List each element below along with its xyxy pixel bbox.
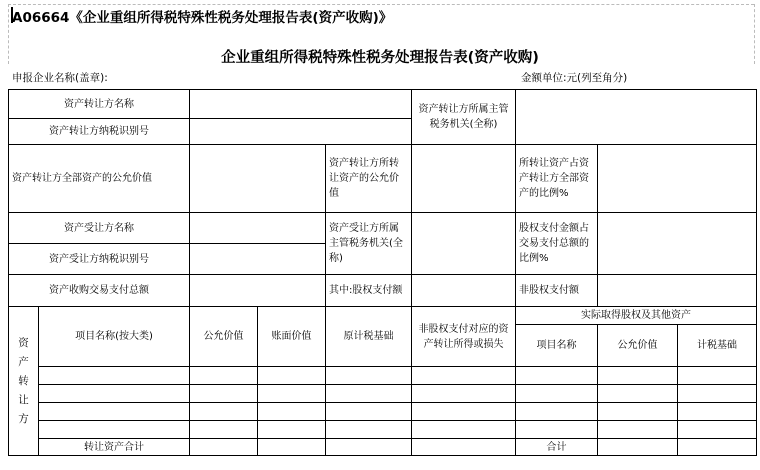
table-cell[interactable] (258, 439, 326, 456)
table-cell[interactable] (678, 367, 757, 385)
table-cell[interactable] (412, 367, 516, 385)
table-cell[interactable] (326, 421, 412, 439)
col-acq-tax-basis: 计税基础 (678, 325, 757, 367)
sheet-code-heading: A06664《企业重组所得税特殊性税务处理报告表(资产收购)》 (12, 10, 393, 26)
table-cell[interactable] (326, 439, 412, 456)
table-cell[interactable] (39, 367, 190, 385)
table-cell[interactable] (516, 403, 598, 421)
acquired-assets-header: 实际取得股权及其他资产 (516, 307, 757, 325)
table-cell[interactable] (190, 385, 258, 403)
transferee-name-label: 资产受让方名称 (9, 213, 190, 244)
equity-payment-field[interactable] (412, 275, 516, 307)
transferor-tax-authority-label: 资产转让方所属主管税务机关(全称) (412, 90, 516, 145)
table-cell[interactable] (412, 421, 516, 439)
table-cell[interactable] (598, 385, 678, 403)
table-cell[interactable] (39, 385, 190, 403)
col-orig-tax-basis: 原计税基础 (326, 307, 412, 367)
table-cell[interactable] (598, 403, 678, 421)
table-cell[interactable] (258, 403, 326, 421)
col-item-name: 项目名称(按大类) (39, 307, 190, 367)
amount-unit-label: 金额单位:元(列至角分) (521, 72, 628, 84)
table-cell[interactable] (190, 403, 258, 421)
transferred-ratio-label: 所转让资产占资产转让方全部资产的比例% (516, 145, 598, 213)
side-label-transferor: 资产转让方 (9, 307, 39, 456)
transferor-name-field[interactable] (190, 90, 412, 119)
table-cell[interactable] (678, 439, 757, 456)
table-cell[interactable] (258, 421, 326, 439)
table-cell[interactable] (678, 403, 757, 421)
col-fair-value: 公允价值 (190, 307, 258, 367)
table-cell[interactable] (39, 421, 190, 439)
equity-payment-ratio-field[interactable] (598, 213, 757, 275)
transferor-tax-authority-field[interactable] (516, 90, 757, 145)
equity-payment-label: 其中:股权支付额 (326, 275, 412, 307)
col-book-value: 账面价值 (258, 307, 326, 367)
table-cell[interactable] (258, 385, 326, 403)
table-cell[interactable] (598, 367, 678, 385)
table-cell[interactable] (412, 439, 516, 456)
table-cell[interactable] (190, 421, 258, 439)
non-equity-payment-field[interactable] (598, 275, 757, 307)
table-cell[interactable] (516, 385, 598, 403)
transferor-taxid-field[interactable] (190, 119, 412, 145)
page-title: 企业重组所得税特殊性税务处理报告表(资产收购) (221, 50, 539, 66)
table-cell[interactable] (39, 403, 190, 421)
transferee-taxid-label: 资产受让方纳税识别号 (9, 244, 190, 275)
transferee-taxid-field[interactable] (190, 244, 326, 275)
table-cell[interactable] (326, 403, 412, 421)
table-cell[interactable] (678, 385, 757, 403)
transferee-tax-authority-field[interactable] (412, 213, 516, 275)
table-cell[interactable] (516, 367, 598, 385)
transferor-total-fv-field[interactable] (190, 145, 326, 213)
transferor-total-fv-label: 资产转让方全部资产的公允价值 (9, 145, 190, 213)
total-consideration-label: 资产收购交易支付总额 (9, 275, 190, 307)
table-cell[interactable] (412, 403, 516, 421)
transferred-fv-label: 资产转让方所转让资产的公允价值 (326, 145, 412, 213)
sheet-top-border (8, 4, 754, 5)
equity-payment-ratio-label: 股权支付金额占交易支付总额的比例% (516, 213, 598, 275)
non-equity-payment-label: 非股权支付额 (516, 275, 598, 307)
transferee-name-field[interactable] (190, 213, 326, 244)
total-label: 合计 (516, 439, 598, 456)
table-cell[interactable] (326, 367, 412, 385)
col-non-equity-gain: 非股权支付对应的资产转让所得或损失 (412, 307, 516, 367)
asset-acquisition-form (8, 89, 757, 456)
transferred-fv-field[interactable] (412, 145, 516, 213)
transferee-tax-authority-label: 资产受让方所属主管税务机关(全称) (326, 213, 412, 275)
table-cell[interactable] (326, 385, 412, 403)
col-acq-item-name: 项目名称 (516, 325, 598, 367)
transferred-ratio-field[interactable] (598, 145, 757, 213)
table-cell[interactable] (678, 421, 757, 439)
transferor-name-label: 资产转让方名称 (9, 90, 190, 119)
total-consideration-field[interactable] (190, 275, 326, 307)
declarant-label: 申报企业名称(盖章): (12, 72, 108, 84)
table-cell[interactable] (598, 439, 678, 456)
table-cell[interactable] (258, 367, 326, 385)
total-transferred-label: 转让资产合计 (39, 439, 190, 456)
table-cell[interactable] (190, 367, 258, 385)
col-acq-fair-value: 公允价值 (598, 325, 678, 367)
table-cell[interactable] (598, 421, 678, 439)
transferor-taxid-label: 资产转让方纳税识别号 (9, 119, 190, 145)
table-cell[interactable] (412, 385, 516, 403)
table-cell[interactable] (190, 439, 258, 456)
table-cell[interactable] (516, 421, 598, 439)
